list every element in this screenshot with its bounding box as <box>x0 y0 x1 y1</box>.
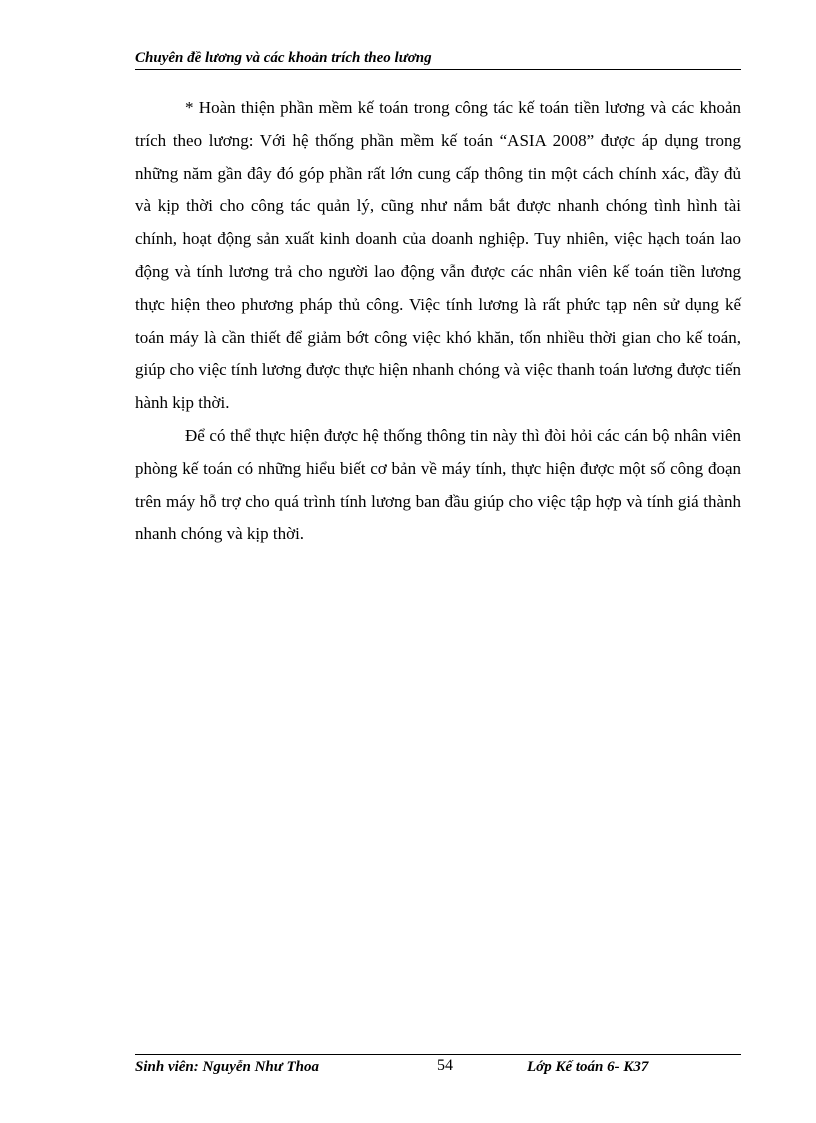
page-footer <box>135 1054 741 1079</box>
page-header <box>135 49 741 70</box>
footer-student: Sinh viên: Nguyễn Như Thoa <box>135 1059 320 1075</box>
page-number: 54 <box>437 1057 453 1074</box>
paragraph-1: * Hoàn thiện phần mềm kế toán trong công tác kế toán tiền lương và các khoản trích theo lương: Với hệ thống phần mềm kế toán “ASIA 2008” được áp dụng trong những năm gần đây đó góp phần rất lớn cung cấp thông tin một cách chính xác, đầy đủ và kịp thời cho công tác quản lý, cũng như nắm bắt được nhanh chóng tình hình tài chính, hoạt động sản xuất kinh doanh của doanh nghiệp. Tuy nhiên, việc hạch toán lao động và tính lương trả cho người lao động vẫn được các nhân viên kế toán tiền lương thực hiện theo phương pháp thủ công. Việc tính lương là rất phức tạp nên sử dụng kế toán máy là cần thiết để giảm bớt công việc khó khăn, tốn nhiều thời gian cho kế toán, giúp cho việc tính lương được thực hiện nhanh chóng và việc thanh toán lương được tiến hành kịp thời. <box>135 98 741 413</box>
document-body <box>135 92 741 551</box>
paragraph-2: Để có thể thực hiện được hệ thống thông tin này thì đòi hỏi các cán bộ nhân viên phòng kế toán có những hiểu biết cơ bản về máy tính, thực hiện được một số công đoạn trên máy hỗ trợ cho quá trình tính lương ban đầu giúp cho việc tập hợp và tính giá thành nhanh chóng và kịp thời. <box>135 425 741 544</box>
header-title: Chuyên đề lương và các khoản trích theo lương <box>135 50 432 66</box>
footer-class: Lớp Kế toán 6- K37 <box>527 1059 649 1075</box>
